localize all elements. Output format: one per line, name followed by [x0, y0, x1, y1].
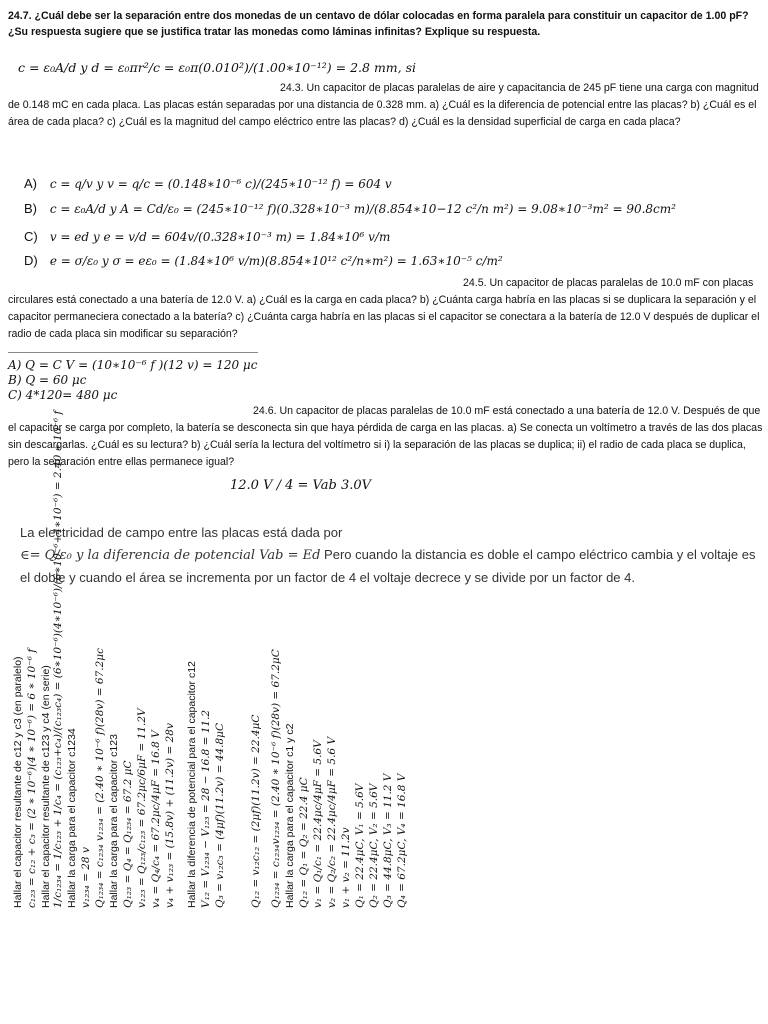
rotated-line: Q₁₂₃₄ = c₁₂₃₄ v₁₂₃₄ = (2.40 ∗ 10⁻⁶ f)(28v) = 67.2μc — [94, 648, 106, 908]
explanation-formula: ∈= Q/ε₀ y la diferencia de potencial Vab = Ed — [20, 548, 321, 563]
explanation-text: Pero cuando la distancia es doble el campo eléctrico cambia y el voltaje es el doble y cuando el área se incrementa por un factor de 4 el voltaje decrece y se divide por un factor de 4. — [20, 547, 756, 585]
rotated-line: Q₁₂₃ = Q₄ = Q₁₂₃₄ = 67.2 μC — [122, 760, 134, 908]
explanation-line-1: La electricidad de campo entre las placas está dada por — [20, 525, 343, 540]
rotated-line: Hallar el capacitor resultante de c123 y c4 (en serie) — [40, 665, 52, 908]
rotated-line: v₂ = Q₂/c₂ = 22.4μc/4μF = 5.6 V — [326, 736, 338, 908]
problem-24-3-question: 24.3. Un capacitor de placas paralelas de aire y capacitancia de 245 pF tiene una carga con magnitud de 0.148 mC en cada placa. Las placas están separadas por una distancia de 0.328 mm. a) ¿Cuál es la diferencia de potencial entre las placas? b) ¿Cuál es el área de cada placa? c) ¿Cuál es la magnitud del campo eléctrico entre las placas? d) ¿Cuál es la densidad superficial de carga en cada placa? — [8, 82, 759, 128]
answer-24-5-c: C) 4*120= 480 μc — [8, 388, 118, 402]
answer-label: D) — [24, 253, 38, 268]
rotated-line: Q₄ = 67.2μC, V₄ = 16.8 V — [396, 773, 408, 908]
explanation-line-2 — [20, 544, 760, 589]
rotated-line: Q₃ = v₁₂c₃ = (4μf)(11.2v) = 44.8μC — [214, 722, 226, 908]
answer-a — [24, 176, 392, 191]
rotated-line: V₁₂ = V₁₂₃₄ − V₁₂₃ = 28 − 16.8 = 11.2 — [200, 709, 212, 908]
rotated-line: Q₂ = 22.4μC, V₂ = 5.6V — [368, 783, 380, 908]
divider — [8, 352, 258, 353]
rotated-line: Hallar la carga para el capacitor c1 y c2 — [284, 723, 296, 908]
rotated-line: Hallar la carga para el capacitor c123 — [108, 734, 120, 908]
answer-expression: e = σ/ε₀ y σ = eε₀ = (1.84∗10⁶ v/m)(8.854∗10¹² c²/n∗m²) = 1.63∗10⁻⁵ c/m² — [49, 254, 503, 268]
rotated-line: v₁₂₃ = Q₁₂₃/c₁₂₃ = 67.2μc/6μF = 11.2V — [136, 708, 148, 908]
rotated-line: Q₁ = 22.4μC, V₁ = 5.6V — [354, 783, 366, 908]
problem-24-7-formula: c = ε₀A/d y d = ε₀πr²/c = ε₀π(0.010²)/(1.00∗10⁻¹²) = 2.8 mm, si — [18, 60, 417, 75]
answer-expression: v = ed y e = v/d = 604v/(0.328∗10⁻³ m) = 1.84∗10⁶ v/m — [49, 230, 391, 244]
answer-label: A) — [24, 176, 37, 191]
problem-24-6-question: 24.6. Un capacitor de placas paralelas de 10.0 mF está conectado a una batería de 12.0 V. Después de que el capacitor se carga por completo, la batería se desconecta sin que haya pérdida de carga en las placas. a) Se conecta un voltímetro a través de las dos placas sin descargarlas. ¿Cuál es su lectura? b) ¿Cuál sería la lectura del voltímetro si i) la separación de las placas se duplica; ii) el radio de cada placa se duplica, pero la separación entre ellas permanece igual? — [8, 405, 763, 468]
problem-24-6-formula: 12.0 V / 4 = Vab 3.0V — [230, 478, 372, 493]
answer-24-5-a: A) Q = C V = (10∗10⁻⁶ f )(12 v) = 120 μc — [8, 358, 258, 372]
problem-24-5-question: 24.5. Un capacitor de placas paralelas de 10.0 mF con placas circulares está conectado a una batería de 12.0 V. a) ¿Cuál es la carga en cada placa? b) ¿Cuánta carga habría en las placas si se duplicara la separación y el capacitor permaneciera conectado a la batería? c) ¿Cuánta carga habría en las placas si el capacitor se conectara a la batería de 12.0 V después de duplicar el radio de cada placa sin modificar su separación? — [8, 277, 760, 340]
rotated-line: Hallar el capacitor resultante de c12 y c3 (en paralelo) — [12, 656, 24, 908]
answer-label: C) — [24, 229, 38, 244]
answer-d — [24, 253, 503, 268]
rotated-line: Hallar la diferencia de potencial para el capacitor c12 — [186, 661, 198, 908]
rotated-line: 1/c₁₂₃₄ = 1/c₁₂₃ + 1/c₄ = (c₁₂₃+c₄)/(c₁₂₃c₄) = (6∗10⁻⁶)(4∗10⁻⁶)/(6∗10⁻⁶+4∗10⁻⁶) = 2.40 ∗ 10⁻⁶ f — [52, 410, 64, 908]
rotated-line: v₁ + v₂ = 11.2v — [340, 827, 352, 908]
answer-b — [24, 201, 676, 216]
answer-label: B) — [24, 201, 37, 216]
rotated-line: Q₁₂₃₄ = c₁₂₃₄v₁₂₃₄ = (2.40 ∗ 10⁻⁶ f)(28v) = 67.2μC — [270, 649, 282, 908]
rotated-line: Q₁₂ = v₁₂c₁₂ = (2μf)(11.2v) = 22.4μC — [250, 714, 262, 908]
rotated-line: Q₃ = 44.8μC, V₃ = 11.2 V — [382, 773, 394, 908]
rotated-line: Hallar la carga para el capacitor c1234 — [66, 728, 78, 908]
rotated-line: c₁₂₃ = c₁₂ + c₃ = (2 ∗ 10⁻⁶)(4 ∗ 10⁻⁶) = 6 ∗ 10⁻⁶ f — [26, 648, 38, 908]
rotated-line: v₁₂₃₄ = 28 v — [80, 847, 92, 908]
rotated-line: Q₁₂ = Q₁ = Q₂ = 22.4 μC — [298, 777, 310, 908]
rotated-line: v₄ + v₁₂₃ = (15.8v) + (11.2v) = 28v — [164, 723, 176, 908]
rotated-line: v₄ = Q₄/c₄ = 67.2μc/4μF = 16.8 V — [150, 730, 162, 908]
answer-expression: c = q/v y v = q/c = (0.148∗10⁻⁶ c)/(245∗10⁻¹² f) = 604 v — [49, 177, 392, 191]
problem-24-7-question: 24.7. ¿Cuál debe ser la separación entre dos monedas de un centavo de dólar colocadas en forma paralela para constituir un capacitor de 1.00 pF? ¿Su respuesta sugiere que se justifica tratar las monedas como láminas infinitas? Explique su respuesta. — [8, 10, 749, 38]
answer-c — [24, 229, 390, 244]
answer-24-5-b: B) Q = 60 μc — [8, 373, 87, 387]
answer-expression: c = ε₀A/d y A = Cd/ε₀ = (245∗10⁻¹² f)(0.328∗10⁻³ m)/(8.854∗10−12 c²/n m²) = 9.08∗10⁻³m² = 90.8cm² — [49, 202, 676, 216]
rotated-line: v₁ = Q₁/c₁ = 22.4μc/4μF = 5.6V — [312, 740, 324, 908]
